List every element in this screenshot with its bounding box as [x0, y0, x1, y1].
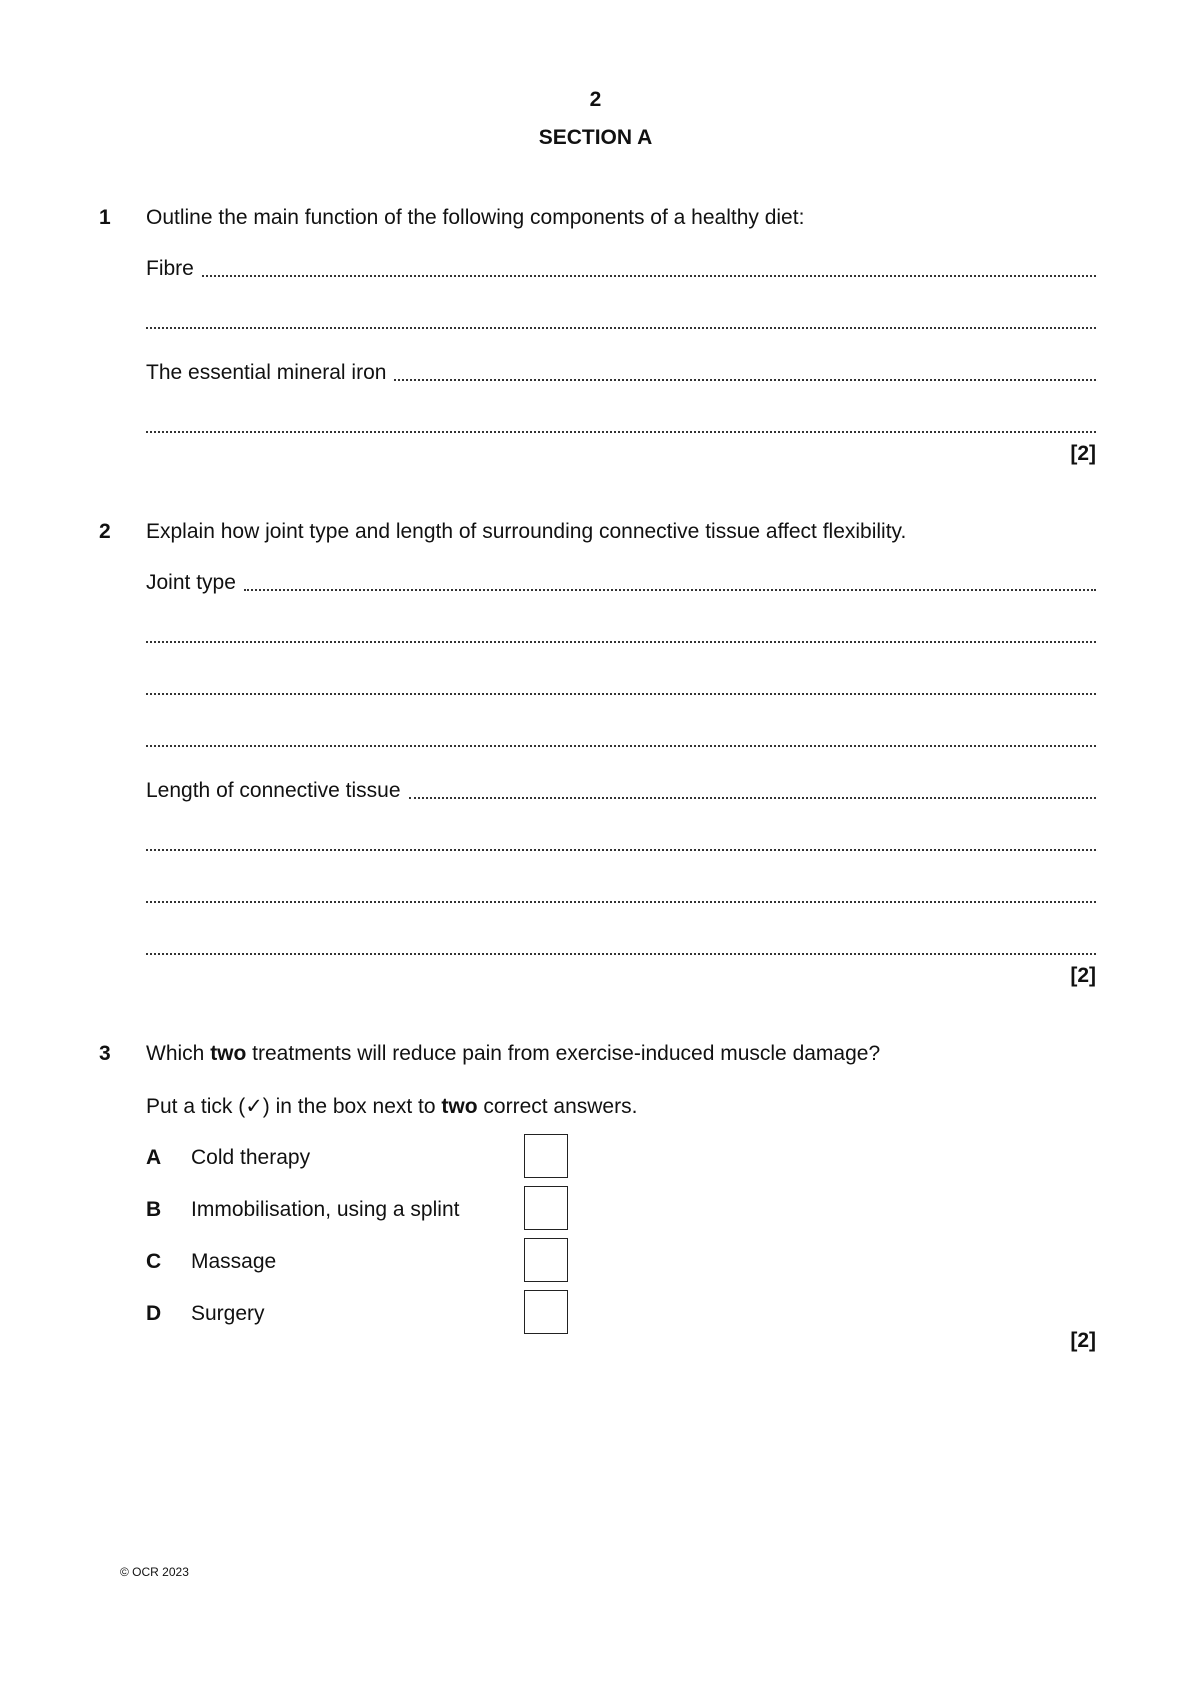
answer-line[interactable] — [146, 879, 1096, 907]
option-c-text: Massage — [191, 1250, 277, 1273]
answer-line[interactable] — [146, 409, 1096, 437]
joint-type-label: Joint type — [146, 571, 236, 594]
question-2-text: Explain how joint type and length of surrounding connective tissue affect flexibility. — [146, 520, 907, 543]
dotted-line — [244, 583, 1096, 591]
option-b-text: Immobilisation, using a splint — [191, 1198, 460, 1221]
option-b-letter: B — [146, 1198, 162, 1221]
question-1-marks: [2] — [1070, 442, 1096, 465]
dotted-line — [409, 791, 1096, 799]
option-d-checkbox[interactable] — [524, 1290, 568, 1334]
option-d-letter: D — [146, 1302, 162, 1325]
question-3-instruction: Put a tick (✓) in the box next to two correct answers. — [146, 1095, 638, 1118]
dotted-line — [146, 635, 1096, 643]
answer-line[interactable] — [146, 723, 1096, 751]
dotted-line — [202, 269, 1096, 277]
page-number: 2 — [589, 88, 602, 111]
dotted-line — [394, 373, 1096, 381]
answer-line[interactable] — [146, 931, 1096, 959]
option-c-checkbox[interactable] — [524, 1238, 568, 1282]
answer-line[interactable] — [146, 305, 1096, 333]
question-3-text: Which two treatments will reduce pain from exercise-induced muscle damage? — [146, 1042, 881, 1065]
answer-line[interactable] — [146, 619, 1096, 647]
question-3-marks: [2] — [1070, 1329, 1096, 1352]
dotted-line — [146, 425, 1096, 433]
dotted-line — [146, 321, 1096, 329]
question-2-number: 2 — [99, 520, 111, 543]
answer-line-joint-type[interactable] — [146, 567, 1096, 595]
answer-line-iron[interactable] — [146, 357, 1096, 385]
copyright-footer: © OCR 2023 — [120, 1565, 189, 1579]
question-3-number: 3 — [99, 1042, 111, 1065]
option-d-text: Surgery — [191, 1302, 265, 1325]
option-c-letter: C — [146, 1250, 162, 1273]
section-title: SECTION A — [538, 126, 653, 149]
fibre-label: Fibre — [146, 257, 194, 280]
dotted-line — [146, 947, 1096, 955]
connective-tissue-label: Length of connective tissue — [146, 779, 401, 802]
option-a-checkbox[interactable] — [524, 1134, 568, 1178]
dotted-line — [146, 739, 1096, 747]
answer-line[interactable] — [146, 827, 1096, 855]
option-a-text: Cold therapy — [191, 1146, 311, 1169]
question-2-marks: [2] — [1070, 964, 1096, 987]
question-1-number: 1 — [99, 206, 111, 229]
dotted-line — [146, 687, 1096, 695]
question-1-text: Outline the main function of the following components of a healthy diet: — [146, 206, 805, 229]
dotted-line — [146, 843, 1096, 851]
dotted-line — [146, 895, 1096, 903]
answer-line[interactable] — [146, 671, 1096, 699]
option-b-checkbox[interactable] — [524, 1186, 568, 1230]
answer-line-fibre[interactable] — [146, 253, 1096, 281]
option-a-letter: A — [146, 1146, 162, 1169]
answer-line-connective-tissue[interactable] — [146, 775, 1096, 803]
iron-label: The essential mineral iron — [146, 361, 387, 384]
